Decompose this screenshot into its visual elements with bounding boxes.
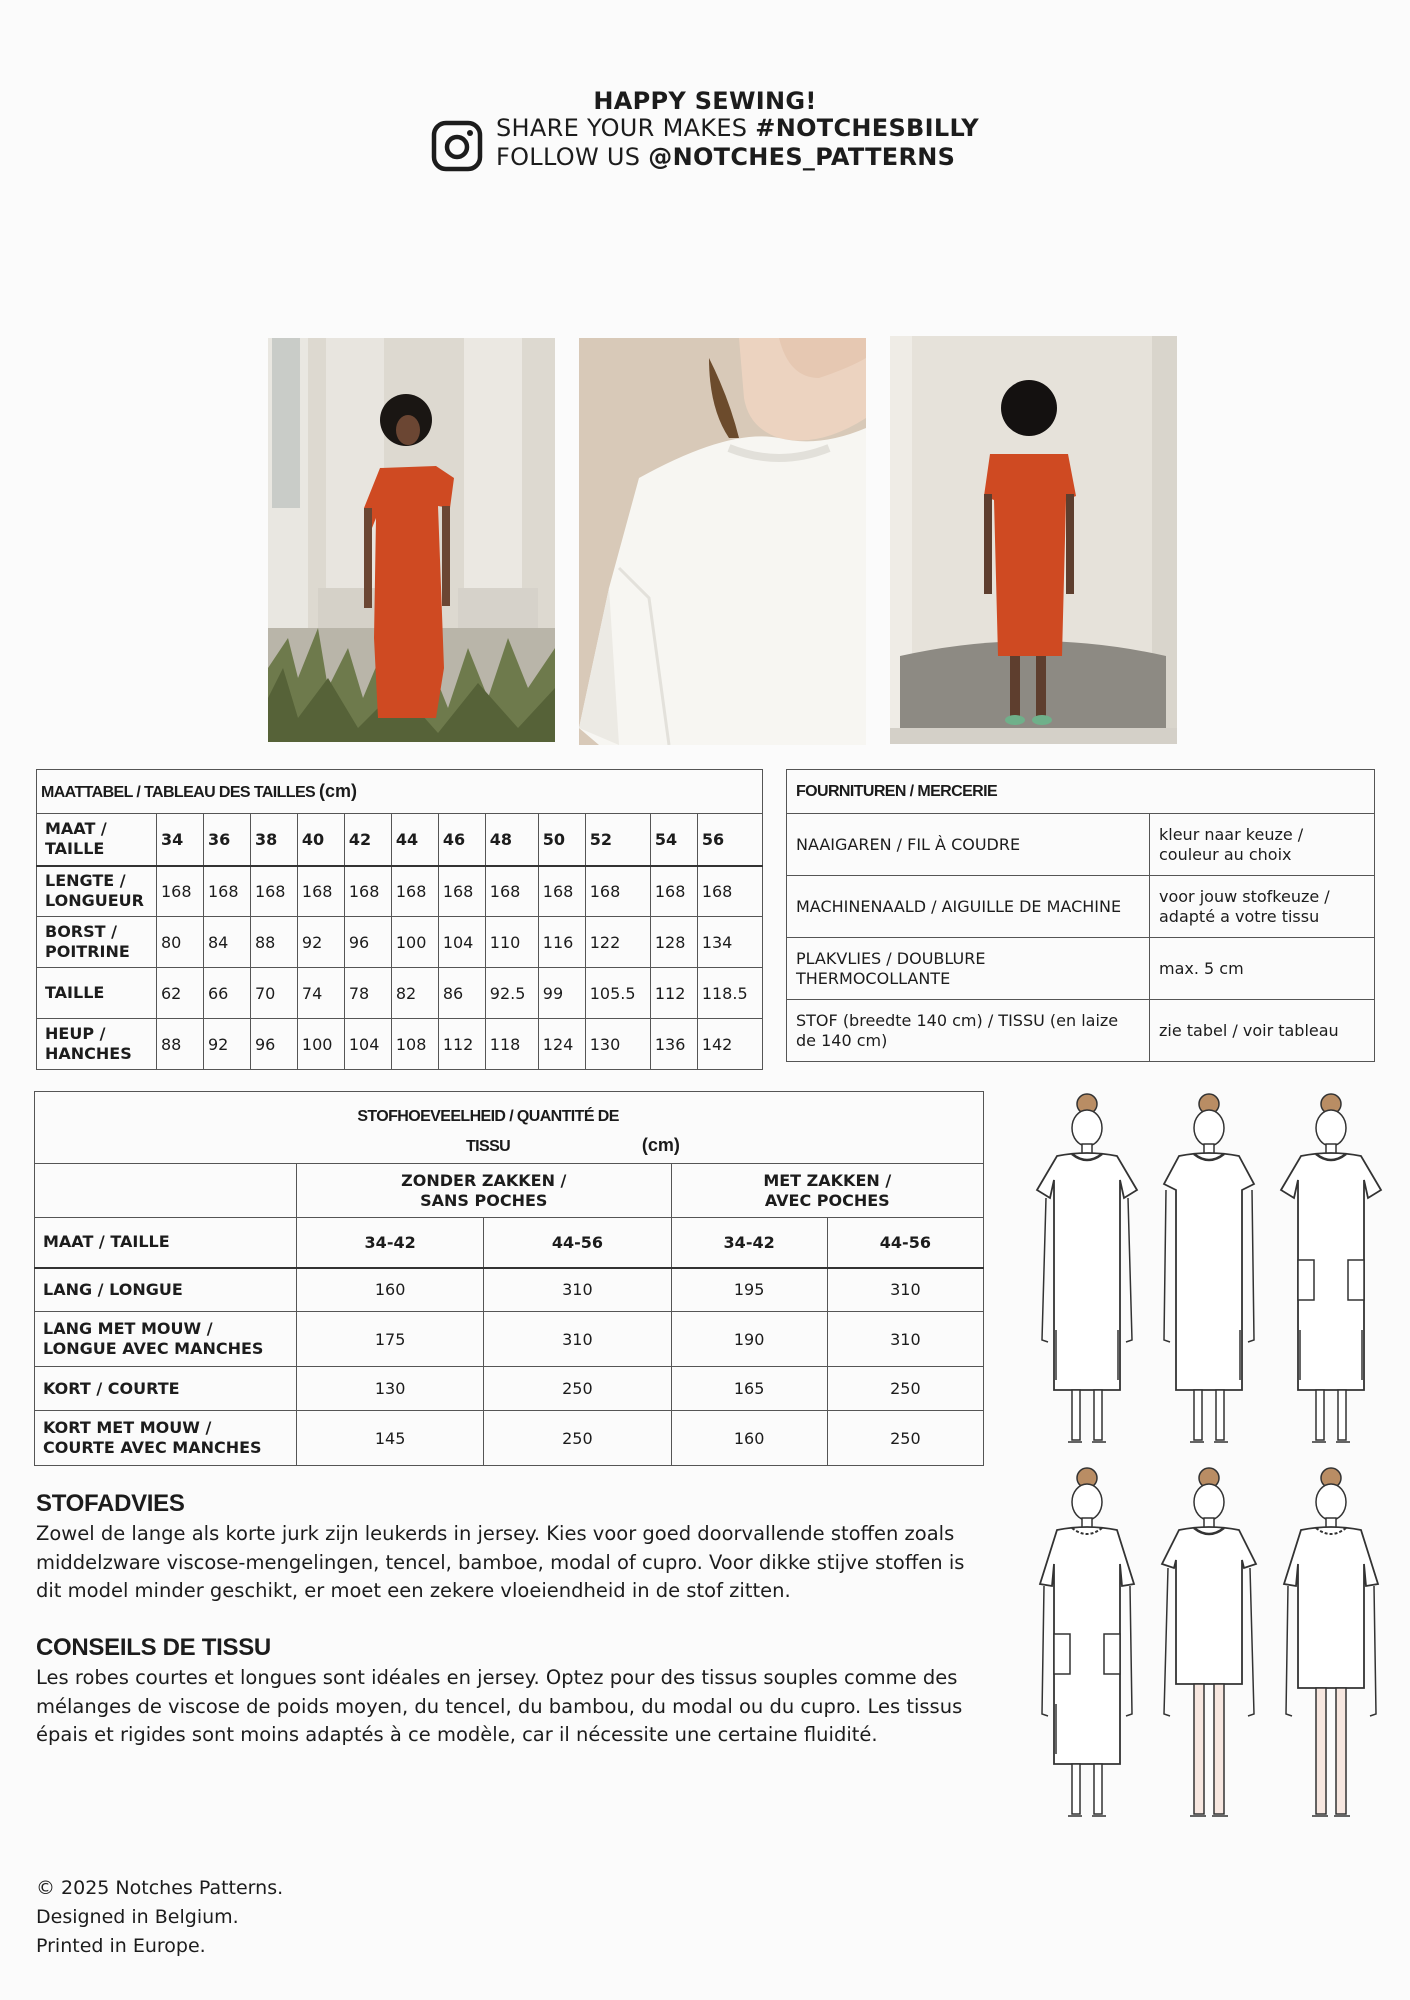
value-cell: 92.5: [485, 968, 538, 1019]
value-cell: 104: [344, 1019, 391, 1070]
size-cell: 56: [697, 814, 762, 866]
value-cell: 175: [297, 1312, 484, 1367]
table-row: [787, 1000, 1375, 1062]
value-cell: 100: [391, 917, 438, 968]
value-cell: 168: [203, 866, 250, 917]
group-with-text: MET ZAKKEN / AVEC POCHES: [763, 1170, 892, 1210]
value-cell: 130: [297, 1367, 484, 1411]
value-cell: 66: [203, 968, 250, 1019]
size-table: [36, 769, 763, 1070]
table-row: [787, 876, 1375, 938]
value-cell: 250: [827, 1411, 983, 1466]
table-row: [37, 968, 763, 1019]
short-dress-front-flat: [1154, 1464, 1264, 1834]
value-cell: 310: [484, 1312, 671, 1367]
row-header: BORST / POITRINE: [37, 917, 157, 968]
value-cell: 168: [157, 866, 204, 917]
size-range: 44-56: [484, 1218, 671, 1268]
row-header-text: KORT MET MOUW / COURTE AVEC MANCHES: [43, 1418, 262, 1457]
value-cell: 124: [538, 1019, 585, 1070]
value-cell: 134: [697, 917, 762, 968]
value-cell: 250: [827, 1367, 983, 1411]
value-cell: 99: [538, 968, 585, 1019]
notion-item: PLAKVLIES / DOUBLURE THERMOCOLLANTE: [787, 938, 1150, 1000]
value-cell: 250: [484, 1367, 671, 1411]
group-with-pockets: [671, 1164, 983, 1218]
value-cell: 92: [297, 917, 344, 968]
value-cell: 142: [697, 1019, 762, 1070]
row-header: HEUP / HANCHES: [37, 1019, 157, 1070]
value-cell: 168: [585, 866, 650, 917]
value-cell: 195: [671, 1268, 827, 1312]
size-cell: 40: [297, 814, 344, 866]
model-orange-dress-back-photo: [890, 336, 1177, 744]
fabric-table-unit: (cm): [641, 1134, 680, 1155]
advice-fr-text: Les robes courtes et longues sont idéales en jersey. Optez pour des tissus souples comme des mélanges de viscose de poids moyen, du tencel, du bambou, du modal ou du cupro. Les tissus épais et rigides sont moins adaptés à ce modèle, car il nécessite une certaine fluidité.: [36, 1666, 963, 1746]
long-dress-pockets-sleeves-flat: [1032, 1464, 1142, 1834]
row-header: MAAT / TAILLE: [35, 1218, 297, 1268]
white-tshirt-detail-photo: [579, 338, 866, 745]
group-without-text: ZONDER ZAKKEN / SANS POCHES: [401, 1170, 567, 1210]
notion-value: voor jouw stofkeuze / adapté a votre tissu: [1150, 876, 1375, 938]
value-cell: 136: [650, 1019, 697, 1070]
value-cell: 112: [438, 1019, 485, 1070]
value-cell: 80: [157, 917, 204, 968]
fabric-advice-nl: [36, 1490, 996, 1606]
value-cell: 62: [157, 968, 204, 1019]
advice-nl-text: Zowel de lange als korte jurk zijn leukerds in jersey. Kies voor goed doorvallende stoffen zoals middelzware viscose-mengelingen, tencel, bamboe, modal of cupro. Voor dikke stijve stoffen is dit model minder geschikt, er moet een zekere vloeiendheid in de stof zitten.: [36, 1522, 965, 1602]
row-header: [35, 1411, 297, 1466]
value-cell: 112: [650, 968, 697, 1019]
notion-value: kleur naar keuze / couleur au choix: [1150, 814, 1375, 876]
advice-nl-title: STOFADVIES: [36, 1490, 185, 1517]
notion-value: zie tabel / voir tableau: [1150, 1000, 1375, 1062]
value-cell: 168: [538, 866, 585, 917]
designed-in: Designed in Belgium.: [36, 1906, 239, 1928]
size-cell: 38: [250, 814, 297, 866]
value-cell: 86: [438, 968, 485, 1019]
table-row: [787, 938, 1375, 1000]
size-cell: 52: [585, 814, 650, 866]
long-dress-front-flat: [1154, 1090, 1264, 1460]
value-cell: 168: [650, 866, 697, 917]
value-cell: 82: [391, 968, 438, 1019]
size-table-unit: (cm): [319, 781, 358, 801]
printed-in: Printed in Europe.: [36, 1935, 206, 1957]
value-cell: 160: [671, 1411, 827, 1466]
table-row: [37, 866, 763, 917]
table-row: [37, 1019, 763, 1070]
value-cell: 110: [485, 917, 538, 968]
model-orange-long-dress-front-photo: [268, 338, 555, 742]
table-row: [35, 1367, 984, 1411]
empty-cell: [35, 1164, 297, 1218]
value-cell: 88: [250, 917, 297, 968]
value-cell: 165: [671, 1367, 827, 1411]
size-cell: 46: [438, 814, 485, 866]
long-dress-pockets-front-flat: [1276, 1090, 1386, 1460]
value-cell: 168: [250, 866, 297, 917]
value-cell: 310: [484, 1268, 671, 1312]
size-cell: 54: [650, 814, 697, 866]
value-cell: 168: [697, 866, 762, 917]
size-cell: 50: [538, 814, 585, 866]
table-row: [787, 814, 1375, 876]
notion-item: NAAIGAREN / FIL À COUDRE: [787, 814, 1150, 876]
value-cell: 168: [438, 866, 485, 917]
notions-title: FOURNITUREN / MERCERIE: [787, 770, 1375, 814]
value-cell: 88: [157, 1019, 204, 1070]
value-cell: 168: [344, 866, 391, 917]
value-cell: 118.5: [697, 968, 762, 1019]
value-cell: 310: [827, 1268, 983, 1312]
value-cell: 118: [485, 1019, 538, 1070]
row-header: TAILLE: [37, 968, 157, 1019]
share-prefix: SHARE YOUR MAKES: [496, 114, 756, 142]
size-range: 34-42: [297, 1218, 484, 1268]
table-row: [35, 1411, 984, 1466]
row-header: LENGTE / LONGUEUR: [37, 866, 157, 917]
size-header-row: [37, 814, 763, 866]
notions-table: [786, 769, 1375, 1062]
notion-item: STOF (breedte 140 cm) / TISSU (en laize de 140 cm): [787, 1000, 1150, 1062]
footer: [36, 1874, 283, 1961]
size-cell: 48: [485, 814, 538, 866]
size-range: 44-56: [827, 1218, 983, 1268]
table-row: [37, 917, 763, 968]
value-cell: 190: [671, 1312, 827, 1367]
value-cell: 105.5: [585, 968, 650, 1019]
value-cell: 104: [438, 917, 485, 968]
value-cell: 108: [391, 1019, 438, 1070]
row-header-text: LANG MET MOUW / LONGUE AVEC MANCHES: [43, 1319, 264, 1358]
header: [0, 86, 1410, 172]
row-header: KORT / COURTE: [35, 1367, 297, 1411]
instagram-handle: @NOTCHES_PATTERNS: [648, 143, 956, 171]
fabric-table-title: [35, 1092, 984, 1164]
size-cell: 42: [344, 814, 391, 866]
fabric-quantity-table: [34, 1091, 984, 1466]
value-cell: 145: [297, 1411, 484, 1466]
size-cell: 36: [203, 814, 250, 866]
social-block: [431, 114, 979, 172]
share-line: [496, 114, 979, 143]
instagram-icon: [431, 120, 483, 172]
value-cell: 160: [297, 1268, 484, 1312]
row-header: LANG / LONGUE: [35, 1268, 297, 1312]
table-row: [35, 1268, 984, 1312]
hashtag: #NOTCHESBILLY: [755, 114, 979, 142]
size-range-row: [35, 1218, 984, 1268]
group-without-pockets: [297, 1164, 672, 1218]
value-cell: 168: [391, 866, 438, 917]
long-dress-sleeves-front-flat: [1032, 1090, 1142, 1460]
fabric-table-title-text: STOFHOEVEELHEID / QUANTITÉ DE TISSU: [357, 1107, 619, 1155]
value-cell: 168: [297, 866, 344, 917]
value-cell: 74: [297, 968, 344, 1019]
size-range: 34-42: [671, 1218, 827, 1268]
value-cell: 128: [650, 917, 697, 968]
size-cell: 34: [157, 814, 204, 866]
value-cell: 100: [297, 1019, 344, 1070]
group-header-row: [35, 1164, 984, 1218]
value-cell: 84: [203, 917, 250, 968]
fabric-advice-fr: [36, 1634, 996, 1750]
value-cell: 250: [484, 1411, 671, 1466]
value-cell: 96: [250, 1019, 297, 1070]
value-cell: 70: [250, 968, 297, 1019]
notion-value: max. 5 cm: [1150, 938, 1375, 1000]
short-dress-sleeves-front-flat: [1276, 1464, 1386, 1834]
table-row: [35, 1312, 984, 1367]
value-cell: 122: [585, 917, 650, 968]
advice-fr-title: CONSEILS DE TISSU: [36, 1634, 271, 1661]
notion-item: MACHINENAALD / AIGUILLE DE MACHINE: [787, 876, 1150, 938]
value-cell: 92: [203, 1019, 250, 1070]
value-cell: 130: [585, 1019, 650, 1070]
row-header: MAAT / TAILLE: [37, 814, 157, 866]
size-table-title: [37, 770, 763, 814]
follow-line: [496, 143, 979, 172]
value-cell: 310: [827, 1312, 983, 1367]
row-header: [35, 1312, 297, 1367]
happy-sewing-title: HAPPY SEWING!: [593, 87, 817, 115]
copyright: © 2025 Notches Patterns.: [36, 1877, 284, 1899]
size-cell: 44: [391, 814, 438, 866]
value-cell: 116: [538, 917, 585, 968]
value-cell: 96: [344, 917, 391, 968]
size-table-title-text: MAATTABEL / TABLEAU DES TAILLES: [41, 784, 316, 801]
follow-prefix: FOLLOW US: [496, 143, 649, 171]
value-cell: 168: [485, 866, 538, 917]
value-cell: 78: [344, 968, 391, 1019]
